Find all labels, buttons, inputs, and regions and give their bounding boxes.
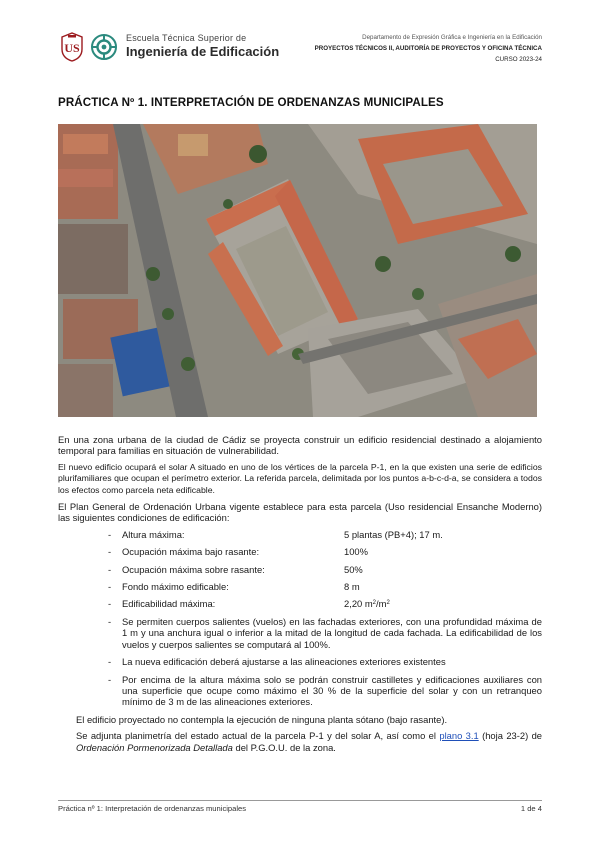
paragraph-parcel: El nuevo edificio ocupará el solar A situado en uno de los vértices de la parcela P-1, en la que existen una serie de edificios plurifamiliares que ocupan el perímetro exterior. La referida parcela, delimitada por los puntos a-b-c-d-a, se considera a todos los efectos como parcela neta edificable.: [58, 461, 542, 495]
course-name: PROYECTOS TÉCNICOS II, AUDITORÍA DE PROYECTOS Y OFICINA TÉCNICA: [314, 45, 542, 52]
footer-divider: [58, 800, 542, 801]
condition-value: 50%: [344, 563, 363, 575]
condition-label: Ocupación máxima bajo rasante:: [122, 546, 260, 558]
condition-value: 5 plantas (PB+4); 17 m.: [344, 528, 443, 540]
aerial-photo: [58, 124, 537, 417]
list-dash: -: [108, 546, 112, 558]
aerial-photo-drawing: [58, 124, 537, 417]
school-emblem-icon: [90, 33, 118, 61]
condition-text-rooftop: Por encima de la altura máxima solo se podrán construir castilletes y edificaciones auxiliares con una superficie que ocupe como máximo el 30 % de la superficie del solar y con un retranqueo mínimo de 3 m de las alineaciones exteriores.: [122, 673, 542, 708]
body-text: [58, 434, 542, 758]
condition-label: Altura máxima:: [122, 528, 185, 540]
superscript: 2: [386, 600, 390, 607]
list-dash: -: [108, 528, 112, 540]
condition-value: [344, 598, 390, 609]
condition-text-alignments: La nueva edificación deberá ajustarse a las alineaciones exteriores existentes: [122, 656, 446, 668]
list-dash: -: [108, 563, 112, 575]
logo-us-text: US: [64, 41, 80, 55]
condition-label: Edificabilidad máxima:: [122, 598, 216, 610]
condition-item: [58, 674, 542, 708]
attachments-text: Se adjunta planimetría del estado actual de la parcela P-1 y del solar A, así como el: [76, 730, 440, 742]
condition-item: [58, 546, 542, 557]
paragraph-intro: En una zona urbana de la ciudad de Cádiz se proyecta construir un edificio residencial destinado a alojamiento temporal para familias en situación de vulnerabilidad.: [58, 434, 542, 457]
condition-label: Fondo máximo edificable:: [122, 581, 229, 593]
condition-value: 8 m: [344, 581, 360, 593]
page-title: PRÁCTICA Nº 1. INTERPRETACIÓN DE ORDENANZAS MUNICIPALES: [58, 96, 444, 109]
plan-title: Ordenación Pormenorizada Detallada: [76, 741, 233, 753]
condition-label: Ocupación máxima sobre rasante:: [122, 563, 265, 575]
course-header: [242, 32, 542, 65]
footer-title: Práctica nº 1: Interpretación de ordenanzas municipales: [58, 804, 247, 813]
condition-item: [58, 564, 542, 575]
value-separator: /m: [376, 598, 387, 610]
list-dash: -: [108, 598, 112, 610]
university-seal-icon: [58, 31, 86, 63]
school-name-line1: Escuela Técnica Superior de: [126, 33, 247, 43]
list-dash: -: [108, 615, 112, 627]
attachments-text: del P.G.O.U. de la zona.: [232, 741, 336, 753]
department-name: Departamento de Expresión Gráfica e Ingeniería en la Edificación: [362, 34, 542, 41]
paragraph-attachments: [58, 730, 542, 753]
plan-link[interactable]: plano 3.1: [439, 730, 479, 742]
course-year: CURSO 2023-24: [495, 56, 542, 63]
condition-item: [58, 656, 542, 667]
condition-item: [58, 581, 542, 592]
paragraph-plan: El Plan General de Ordenación Urbana vigente establece para esta parcela (Uso residencial Ensanche Moderno) las siguientes condiciones de edificación:: [58, 501, 542, 524]
school-name-line2: Ingeniería de Edificación: [126, 44, 280, 59]
condition-item: [58, 598, 542, 609]
page-number: 1 de 4: [520, 804, 542, 813]
condition-text-overhangs: Se permiten cuerpos salientes (vuelos) en las fachadas exteriores, con una profundidad máxima de 1 m y una anchura igual o inferior a la mitad de la longitud de cada fachada. La edificabilidad de los vuelos y cuerpos salientes se computará al 100%.: [122, 615, 542, 650]
superscript: 2: [372, 600, 377, 607]
condition-item: [58, 616, 542, 650]
condition-value: 100%: [344, 546, 368, 558]
list-dash: -: [108, 581, 112, 593]
list-dash: -: [108, 656, 112, 668]
attachments-text: (hoja 23-2) de: [478, 730, 543, 742]
building-conditions-list: [58, 529, 542, 708]
condition-item: [58, 529, 542, 540]
value-main: 2,20 m: [344, 598, 373, 610]
paragraph-basement: El edificio proyectado no contempla la ejecución de ninguna planta sótano (bajo rasante).: [76, 713, 448, 725]
list-dash: -: [108, 673, 112, 685]
